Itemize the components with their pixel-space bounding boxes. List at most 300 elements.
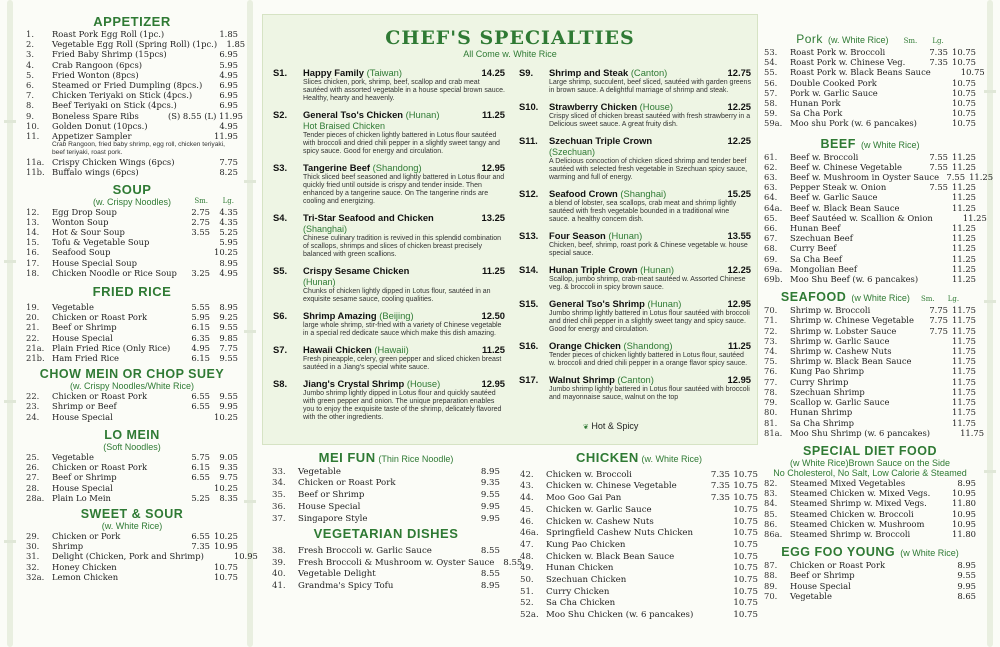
seafood-lg-label: Lg.: [947, 295, 960, 304]
item-price-large: 10.75: [733, 586, 758, 597]
item-name: Steamed Chicken w. Mixed Vegs.: [790, 488, 931, 499]
menu-item[interactable]: [520, 540, 758, 552]
menu-item[interactable]: [26, 472, 238, 482]
menu-item[interactable]: [26, 353, 238, 363]
menu-item[interactable]: [764, 356, 976, 366]
menu-item[interactable]: [26, 131, 238, 141]
item-price-small: 7.75: [929, 325, 948, 336]
seafood-sm-label: Sm.: [920, 295, 935, 304]
specialty-item[interactable]: [273, 212, 505, 259]
item-price-small: 5.55: [191, 302, 210, 313]
menu-item[interactable]: [272, 467, 500, 479]
item-number: 26.: [26, 462, 40, 473]
item-price-large: 10.95: [233, 551, 258, 562]
menu-item[interactable]: [764, 509, 976, 519]
specialty-heading: [273, 378, 505, 390]
menu-item[interactable]: [764, 118, 976, 128]
specialty-name: General Tso's Shrimp: [549, 298, 645, 309]
menu-item[interactable]: [26, 29, 238, 39]
menu-item[interactable]: [764, 570, 976, 580]
item-name: Shrimp w. Garlic Sauce: [790, 335, 890, 346]
item-name: Mongolian Beef: [790, 263, 857, 274]
specialty-code: S8.: [273, 378, 288, 389]
item-name: Hunan Chicken: [546, 563, 614, 574]
beef-title: BEEF: [820, 136, 856, 151]
item-price-small: 7.35: [710, 481, 730, 492]
menu-item[interactable]: [764, 498, 976, 508]
menu-item[interactable]: [272, 557, 523, 570]
menu-item[interactable]: [520, 481, 758, 493]
chicken-subtitle: (w. White Rice): [641, 454, 702, 464]
item-price-large: 10.75: [952, 57, 976, 68]
menu-item[interactable]: [764, 233, 976, 243]
item-number: 54.: [764, 57, 778, 68]
specialty-name: General Tso's Chicken: [303, 109, 404, 120]
menu-item[interactable]: [520, 552, 758, 564]
item-name: Vegetable: [52, 302, 94, 313]
sweet-sour-subtitle: (w. White Rice): [101, 520, 163, 531]
item-number: 75.: [764, 356, 778, 367]
item-name: Vegetable Delight: [298, 569, 376, 580]
menu-item[interactable]: [26, 247, 238, 257]
item-price-large: 10.75: [952, 98, 976, 109]
menu-item[interactable]: [764, 162, 976, 172]
specialty-description: Slices chicken, pork, shrimp, beef, scallop and crab meat sautéed with assorted vegetable in a house special brown sauce. Healthy, hearty and heavenly.: [303, 79, 505, 102]
menu-item[interactable]: [26, 39, 246, 50]
item-price-small: [704, 528, 730, 540]
menu-item[interactable]: [764, 254, 976, 264]
item-name: Beef or Shrimp: [790, 570, 855, 581]
item-price-small: [922, 418, 948, 428]
menu-item[interactable]: [520, 598, 758, 610]
specialty-name: Hunan Triple Crown: [549, 264, 638, 275]
item-name: Honey Chicken: [52, 561, 117, 572]
menu-item[interactable]: [764, 591, 976, 601]
menu-item[interactable]: [26, 258, 238, 268]
specialty-item[interactable]: [519, 188, 751, 224]
item-name: Shrimp w. Black Bean Sauce: [790, 356, 912, 367]
item-price: 10.95: [952, 518, 976, 529]
item-price-small: [704, 517, 730, 529]
menu-item[interactable]: [26, 207, 238, 217]
specialty-description: Chinese culinary tradition is revived in this splendid combination of scallops, shrimps and slices of chicken breast precisely balanced with green scallions.: [303, 235, 502, 258]
item-name: Curry Chicken: [546, 586, 610, 597]
item-name: House Special: [298, 501, 361, 512]
menu-item[interactable]: [26, 391, 238, 401]
menu-item[interactable]: [26, 531, 238, 541]
item-price-large: 11.25: [952, 192, 976, 203]
item-number: 29.: [26, 530, 40, 541]
menu-item[interactable]: [26, 462, 238, 472]
menu-item[interactable]: [520, 563, 758, 575]
item-price-small: 6.55: [191, 401, 210, 412]
item-number: 31.: [26, 551, 40, 562]
menu-item[interactable]: [764, 346, 976, 356]
menu-item[interactable]: [26, 268, 238, 278]
menu-item[interactable]: [26, 302, 238, 312]
item-price: 11.80: [952, 528, 976, 539]
specialty-price: 12.25: [727, 101, 751, 112]
specialty-code: S16.: [519, 340, 539, 351]
menu-item[interactable]: [764, 387, 976, 397]
menu-item[interactable]: [26, 483, 238, 493]
chow-mein-title: CHOW MEIN OR CHOP SUEY: [39, 367, 225, 382]
item-price-large: 10.75: [214, 571, 238, 582]
egg-foo-subtitle: (w White Rice): [900, 548, 959, 559]
menu-item[interactable]: [26, 70, 238, 80]
item-number: 53.: [764, 47, 778, 57]
menu-item[interactable]: [26, 333, 238, 343]
menu-item[interactable]: [764, 182, 976, 192]
item-name: Moo Goo Gai Pan: [546, 493, 622, 504]
menu-item[interactable]: [764, 427, 985, 438]
specialty-name-wrap: [549, 67, 715, 79]
egg-foo-header: [764, 541, 976, 560]
menu-item[interactable]: [764, 336, 976, 346]
menu-item[interactable]: [272, 490, 500, 502]
menu-item[interactable]: [764, 57, 976, 67]
item-number: 15.: [26, 237, 40, 248]
item-price-large: 10.75: [952, 47, 976, 57]
item-number: 4.: [26, 59, 34, 70]
item-name: House Special: [52, 411, 113, 422]
item-price-small: 6.15: [191, 353, 210, 364]
specialty-item[interactable]: [273, 162, 505, 206]
specialty-heading: [519, 135, 751, 147]
menu-item[interactable]: [764, 488, 976, 498]
item-price-large: 11.25: [952, 253, 976, 264]
menu-item[interactable]: [764, 560, 976, 570]
item-price-small: 7.55: [946, 172, 966, 183]
item-name: Delight (Chicken, Pork and Shrimp): [52, 551, 204, 562]
menu-item[interactable]: [272, 502, 500, 514]
item-number: 3.: [26, 49, 34, 60]
item-price-large: 11.75: [952, 397, 976, 408]
item-name: Tofu & Vegetable Soup: [52, 237, 150, 248]
specialty-code: S13.: [519, 230, 539, 241]
menu-item[interactable]: [764, 47, 976, 57]
specialty-item[interactable]: [519, 101, 751, 129]
menu-item[interactable]: [520, 517, 758, 529]
menu-item[interactable]: [26, 401, 238, 411]
diet-title: SPECIAL DIET FOOD: [803, 443, 937, 458]
specialty-heading: [273, 265, 505, 277]
specialty-price: 11.25: [482, 109, 505, 120]
menu-item[interactable]: [26, 237, 238, 247]
item-price-small: 7.75: [929, 315, 948, 326]
specialty-name: Szechuan Triple Crown: [549, 135, 653, 146]
item-price-small: [933, 213, 959, 223]
specialty-item[interactable]: [273, 378, 505, 422]
item-name: Moo shu Pork (w. 6 pancakes): [790, 118, 917, 129]
item-price-small: [184, 258, 210, 268]
item-number: 86.: [764, 518, 778, 529]
specialty-item[interactable]: [519, 264, 751, 292]
item-price-large: 9.75: [219, 472, 238, 483]
appetizer-list-2: [26, 157, 238, 177]
item-price-small: [922, 346, 948, 356]
item-name: Ham Fried Rice: [52, 353, 120, 364]
item-price-large: 8.95: [219, 302, 238, 313]
menu-item[interactable]: [26, 100, 238, 110]
item-price-small: 5.25: [191, 492, 210, 503]
chef-list-left: [273, 67, 505, 428]
menu-item[interactable]: [764, 326, 976, 336]
menu-item[interactable]: [520, 470, 758, 482]
specialty-heading: [273, 310, 505, 322]
specialty-name-wrap: [549, 101, 715, 113]
lo-mein-list: [26, 452, 238, 503]
menu-item[interactable]: [764, 203, 976, 213]
egg-foo-title: EGG FOO YOUNG: [781, 545, 896, 560]
item-price-small: 7.35: [929, 47, 948, 57]
chicken-title: CHICKEN: [576, 450, 639, 465]
menu-item[interactable]: [764, 274, 976, 284]
specialty-description: Jumbo shrimp lightly battered in Lotus flour sautéed with broccoli and mayonnaise sauce, walnut on the top: [549, 386, 750, 401]
menu-item[interactable]: [26, 541, 238, 551]
specialty-name-wrap: [303, 344, 469, 356]
item-name: Hunan Shrimp: [790, 407, 853, 418]
item-number: 28.: [26, 482, 40, 493]
specialty-name: Orange Chicken: [549, 340, 621, 351]
specialty-item[interactable]: [519, 340, 751, 368]
item-name: Roast Pork w. Black Beans Sauce: [790, 67, 931, 78]
menu-item[interactable]: [26, 322, 238, 332]
menu-item[interactable]: [520, 587, 758, 599]
pork-lg-label: Lg.: [932, 37, 944, 45]
specialty-item[interactable]: [519, 67, 751, 95]
menu-item[interactable]: [26, 60, 238, 70]
item-price-small: 7.35: [929, 57, 948, 68]
item-number: 58.: [764, 98, 778, 109]
specialty-name: Shrimp Amazing: [303, 310, 377, 321]
menu-item[interactable]: [764, 418, 976, 428]
menu-item[interactable]: [764, 529, 976, 539]
specialty-alt: (Shanghai): [303, 224, 348, 234]
menu-item[interactable]: [26, 551, 258, 562]
menu-item[interactable]: [764, 315, 976, 325]
menu-item[interactable]: [764, 192, 976, 202]
menu-item[interactable]: [764, 478, 976, 488]
item-price-small: [184, 247, 210, 257]
item-name: Beef w. Broccoli: [790, 151, 859, 162]
menu-item[interactable]: [764, 264, 976, 274]
item-name: Moo Shu Shrimp (w. 6 pancakes): [790, 427, 931, 438]
item-price-large: 10.75: [733, 551, 758, 562]
item-name: Egg Drop Soup: [52, 206, 117, 217]
specialty-item[interactable]: [273, 67, 505, 103]
item-number: 37.: [272, 513, 286, 524]
item-name: Beef w. Mushroom in Oyster Sauce: [790, 172, 940, 183]
menu-item[interactable]: [764, 108, 976, 118]
menu-item[interactable]: [764, 223, 976, 233]
menu-item[interactable]: [764, 152, 976, 162]
pork-sm-label: Sm.: [903, 37, 918, 45]
menu-item[interactable]: [764, 305, 976, 315]
specialty-item[interactable]: [519, 230, 751, 258]
specialty-price: 11.25: [728, 340, 751, 351]
specialty-description: Crispy sliced of chicken breast sautéed with fresh strawberry in a Delicious sweet sauce. A great fruity dish.: [549, 113, 751, 128]
menu-item[interactable]: [520, 610, 758, 622]
item-name: Pork w. Garlic Sauce: [790, 87, 878, 98]
menu-item[interactable]: [520, 493, 758, 505]
item-number: 43.: [520, 481, 534, 492]
specialty-item[interactable]: [273, 265, 505, 304]
item-name: Steamed or Fried Dumpling (8pcs.): [52, 80, 203, 91]
menu-item[interactable]: [272, 569, 500, 581]
menu-item[interactable]: [26, 90, 238, 100]
item-price-large: 4.35: [219, 216, 238, 227]
menu-item[interactable]: [26, 217, 238, 227]
menu-item[interactable]: [764, 581, 976, 591]
specialty-code: S10.: [519, 101, 539, 112]
item-number: 69.: [764, 253, 778, 264]
menu-item[interactable]: [764, 212, 987, 223]
item-price-large: 11.75: [952, 417, 976, 428]
item-name: Seafood Soup: [52, 247, 111, 258]
item-name: Chicken or Roast Pork: [298, 478, 396, 489]
menu-item[interactable]: [764, 67, 985, 78]
specialty-name: Walnut Shrimp: [549, 374, 615, 385]
menu-item[interactable]: [764, 377, 976, 387]
menu-item[interactable]: [26, 572, 238, 582]
item-name: House Special: [52, 482, 113, 493]
menu-item[interactable]: [764, 243, 976, 253]
menu-item[interactable]: [26, 493, 238, 503]
item-name: Vegetable Egg Roll (Spring Roll) (1pc.): [52, 39, 218, 50]
item-price-large: 5.95: [219, 237, 238, 248]
item-name: Beef w. Chinese Vegetable: [790, 161, 902, 172]
menu-item[interactable]: [26, 157, 238, 167]
menu-item[interactable]: [520, 575, 758, 587]
vegetarian-title: VEGETARIAN DISHES: [313, 526, 459, 542]
fried-rice-list: [26, 302, 238, 363]
item-name: Steamed Mixed Vegetables: [790, 477, 906, 488]
specialty-name-wrap: [549, 298, 715, 310]
specialty-description: Scallop, jumbo shrimp, crab-meat sautéed w. Assorted Chinese veg. & broccoli in spicy brown sauce.: [549, 276, 746, 291]
specialty-item[interactable]: [273, 109, 505, 156]
specialty-item[interactable]: [519, 374, 751, 402]
item-name: Sa Cha Shrimp: [790, 417, 854, 428]
item-name: Shrimp w. Cashew Nuts: [790, 346, 892, 357]
specialty-price: 13.55: [727, 230, 751, 241]
item-number: 5.: [26, 69, 34, 80]
item-price-large: 9.95: [219, 401, 238, 412]
specialty-item[interactable]: [519, 298, 751, 334]
menu-item[interactable]: [26, 562, 238, 572]
specialty-region: (Beijing): [379, 310, 414, 321]
beef-subtitle: (w White Rice): [860, 139, 920, 150]
specialty-name: Tri-Star Seafood and Chicken: [303, 212, 434, 223]
item-price-large: 10.25: [214, 411, 238, 422]
chicken-list: [520, 470, 758, 622]
item-price-large: 9.55: [219, 353, 238, 364]
item-name: Vegetable: [52, 451, 94, 462]
item-number: 74.: [764, 346, 778, 357]
menu-item[interactable]: [26, 452, 238, 462]
specialty-heading: [273, 162, 505, 174]
item-price-small: 4.95: [191, 342, 210, 353]
item-price-small: [704, 552, 730, 564]
item-price: 5.95: [219, 59, 238, 70]
menu-item[interactable]: [26, 412, 238, 422]
column-left: [26, 0, 258, 582]
menu-item[interactable]: [26, 343, 238, 353]
menu-item[interactable]: [26, 80, 238, 90]
menu-item[interactable]: [764, 366, 976, 376]
item-price-large: 11.75: [952, 386, 976, 397]
menu-item[interactable]: [764, 407, 976, 417]
item-name: Steamed Shrimp w. Mixed Vegs.: [790, 498, 927, 509]
item-price-small: 2.75: [191, 216, 210, 227]
item-number: 30.: [26, 541, 40, 552]
item-price-small: [922, 407, 948, 417]
item-number: 71.: [764, 315, 778, 326]
menu-item[interactable]: [26, 49, 238, 59]
menu-item[interactable]: [26, 167, 238, 177]
sampler-description: Crab Rangoon, fried baby shrimp, egg roll, chicken teriyaki, beef teriyaki, roast pork.: [52, 141, 225, 157]
item-price-large: 8.95: [219, 257, 238, 268]
specialty-name: Happy Family: [303, 67, 364, 78]
item-name: Plain Lo Mein: [52, 492, 111, 503]
item-number: 11a.: [26, 157, 45, 168]
menu-item[interactable]: [272, 546, 500, 558]
item-price: 8.95: [480, 466, 500, 477]
item-price-large: 11.25: [952, 233, 976, 244]
menu-item[interactable]: [764, 172, 994, 183]
item-name: Buffalo wings (6pcs): [52, 167, 139, 178]
menu-item[interactable]: [26, 110, 243, 121]
specialty-price: 12.95: [727, 374, 751, 385]
menu-item[interactable]: [764, 78, 976, 88]
item-name: Sa Cha Beef: [790, 253, 843, 264]
menu-item[interactable]: [272, 478, 500, 490]
item-number: 12.: [26, 206, 40, 217]
menu-item[interactable]: [26, 121, 238, 131]
menu-item[interactable]: [764, 88, 976, 98]
item-price: 8.65: [957, 590, 976, 601]
item-number: 24.: [26, 411, 40, 422]
menu-item[interactable]: [272, 581, 500, 593]
item-number: 81a.: [764, 427, 783, 438]
specialty-item[interactable]: [273, 310, 505, 338]
item-price-small: [704, 575, 730, 587]
item-price-large: 9.05: [219, 451, 238, 462]
menu-item[interactable]: [764, 397, 976, 407]
item-number: 46.: [520, 516, 534, 527]
menu-item[interactable]: [26, 227, 238, 237]
item-name: Beef w. Garlic Sauce: [790, 192, 878, 203]
soup-list: [26, 207, 238, 278]
menu-item[interactable]: [764, 98, 976, 108]
menu-item[interactable]: [26, 312, 238, 322]
item-price-small: 5.95: [191, 312, 210, 323]
specialty-region: (House): [639, 101, 674, 112]
item-price-small: [704, 610, 730, 622]
item-price-large: 11.75: [952, 407, 976, 418]
menu-item[interactable]: [272, 514, 500, 526]
item-number: 25.: [26, 451, 40, 462]
item-name: Hunan Pork: [790, 98, 841, 109]
specialty-item[interactable]: [273, 344, 505, 372]
menu-item[interactable]: [520, 528, 758, 540]
menu-item[interactable]: [520, 505, 758, 517]
item-number: 50.: [520, 575, 534, 586]
item-name: Vegetable: [298, 466, 342, 477]
menu-item[interactable]: [764, 519, 976, 529]
column-mid-left: [272, 450, 523, 593]
specialty-item[interactable]: [519, 135, 751, 182]
